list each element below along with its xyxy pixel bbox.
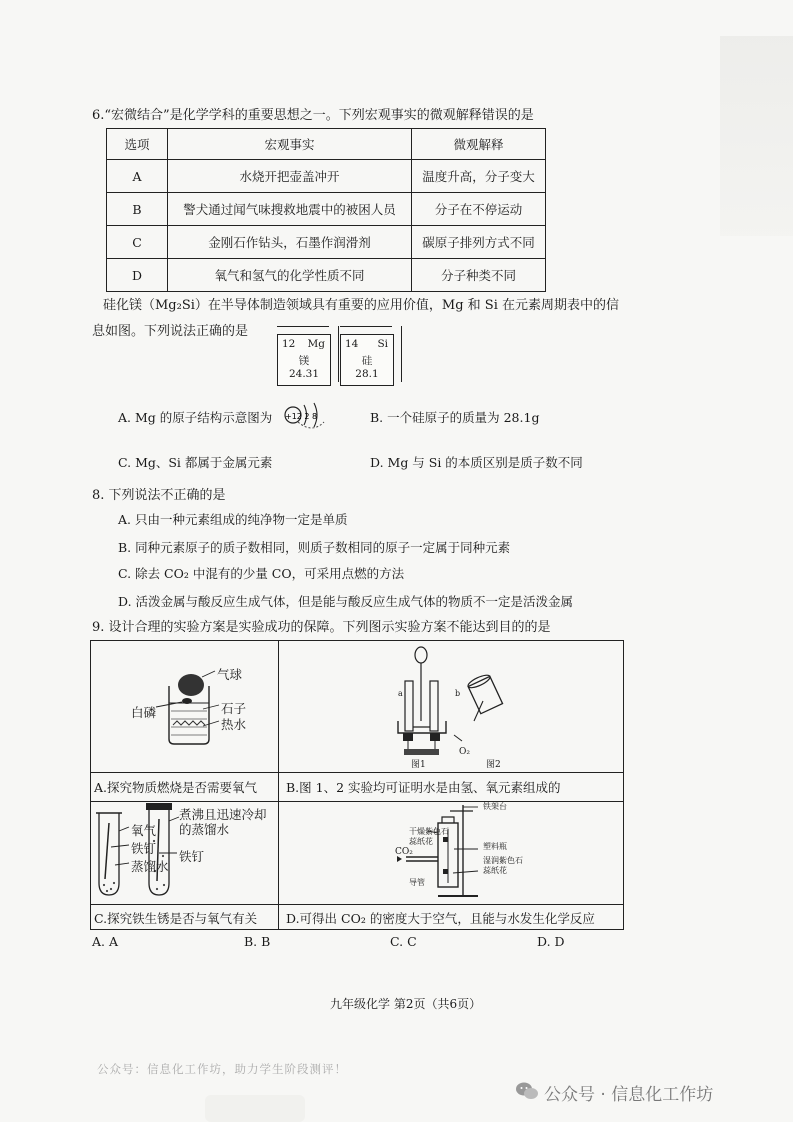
scan-smudge	[205, 1095, 305, 1122]
q8-option-a: A. 只由一种元素组成的纯净物一定是单质	[118, 512, 348, 527]
caption-d: D.可得出 CO₂ 的密度大于空气，且能与水发生化学反应	[286, 911, 595, 926]
panel-d-co2-diagram	[278, 801, 625, 904]
element-symbol: Si	[377, 338, 388, 350]
cell-macro: 氧气和氢气的化学性质不同	[168, 259, 412, 292]
watermark-text: 公众号：信息化工作坊，助力学生阶段测评！	[97, 1062, 347, 1076]
cube-side	[394, 326, 402, 382]
table-row	[107, 259, 546, 292]
cell-micro: 分子种类不同	[412, 259, 546, 292]
grid-divider	[91, 772, 623, 773]
cube-face	[340, 334, 394, 386]
q7-option-a: A. Mg 的原子结构示意图为	[118, 410, 273, 425]
label-iron-nail: 铁钉	[131, 841, 157, 856]
panel-a-beaker-diagram	[91, 641, 278, 771]
label-fig1: 图1	[411, 760, 426, 770]
cell-micro: 分子在不停运动	[412, 193, 546, 226]
q8-title: 8. 下列说法不正确的是	[92, 488, 226, 503]
label-stone: 石子	[221, 701, 247, 716]
cell-option: B	[107, 193, 168, 226]
label-pipe: 导管	[409, 878, 425, 887]
header-macro: 宏观事实	[168, 129, 412, 160]
label-wet-paper-flower: 湿润紫色石蕊纸花	[483, 856, 523, 875]
label-white-phosphorus: 白磷	[131, 705, 157, 720]
cell-macro: 警犬通过闻气味搜救地震中的被困人员	[168, 193, 412, 226]
atomic-number: 12	[282, 338, 296, 350]
table-header-row	[107, 129, 546, 160]
q7-option-b: B. 一个硅原子的质量为 28.1g	[370, 410, 540, 425]
q9-choice-d: D. D	[537, 934, 565, 949]
cell-option: D	[107, 259, 168, 292]
caption-a: A.探究物质燃烧是否需要氧气	[94, 780, 258, 795]
atomic-mass: 24.31	[288, 368, 320, 380]
label-fig2: 图2	[486, 760, 501, 770]
q7-option-d: D. Mg 与 Si 的本质区别是质子数不同	[370, 455, 583, 470]
table-row	[107, 226, 546, 259]
q9-choice-b: B. B	[244, 934, 271, 949]
label-co2: CO₂	[395, 847, 413, 857]
label-a: a	[398, 689, 403, 698]
label-distilled-water: 蒸馏水	[131, 859, 169, 874]
atom-diagram-label: +12 2 8	[285, 412, 318, 421]
page-footer: 九年级化学 第2页（共6页）	[330, 997, 482, 1011]
q7-stem-line1: 硅化镁（Mg₂Si）在半导体制造领域具有重要的应用价值，Mg 和 Si 在元素周期表中的信	[103, 298, 620, 313]
q8-option-b: B. 同种元素原子的质子数相同，则质子数相同的原子一定属于同种元素	[118, 540, 511, 555]
cell-micro: 碳原子排列方式不同	[412, 226, 546, 259]
cell-micro: 温度升高，分子变大	[412, 160, 546, 193]
cube-side	[331, 326, 339, 382]
header-option: 选项	[107, 129, 168, 160]
cube-face	[277, 334, 331, 386]
table-row	[107, 160, 546, 193]
label-dry-paper-flower: 干燥紫色石蕊纸花	[409, 827, 449, 846]
q7-option-c: C. Mg、Si 都属于金属元素	[118, 455, 273, 470]
element-symbol: Mg	[307, 338, 325, 350]
q8-option-c: C. 除去 CO₂ 中混有的少量 CO，可采用点燃的方法	[118, 566, 405, 581]
element-name: 镁	[298, 355, 310, 367]
q8-option-d: D. 活泼金属与酸反应生成气体，但是能与酸反应生成气体的物质不一定是活泼金属	[118, 594, 574, 609]
q7-stem-line2: 息如图。下列说法正确的是	[92, 324, 249, 339]
label-plastic-bottle: 塑料瓶	[483, 842, 507, 851]
atomic-mass: 28.1	[355, 368, 379, 380]
label-iron-nail-2: 铁钉	[179, 849, 205, 864]
q9-title: 9. 设计合理的实验方案是实验成功的保障。下列图示实验方案不能达到目的的是	[92, 620, 551, 635]
header-micro: 微观解释	[412, 129, 546, 160]
label-balloon: 气球	[217, 667, 243, 682]
q9-choice-a: A. A	[92, 934, 119, 949]
label-iron-stand: 铁架台	[483, 802, 507, 811]
cell-macro: 水烧开把壶盖冲开	[168, 160, 412, 193]
label-boiled-water: 煮沸且迅速冷却的蒸馏水	[179, 807, 267, 837]
caption-b: B.图 1、2 实验均可证明水是由氢、氧元素组成的	[286, 780, 561, 795]
grid-divider	[91, 904, 623, 905]
label-hot-water: 热水	[221, 717, 247, 732]
q9-experiment-grid	[90, 640, 624, 930]
cell-option: A	[107, 160, 168, 193]
scan-shadow	[720, 36, 793, 236]
caption-c: C.探究铁生锈是否与氧气有关	[94, 911, 258, 926]
q6-table	[106, 128, 546, 292]
watermark-brand: 公众号 · 信息化工作坊	[544, 1085, 714, 1105]
element-name: 硅	[361, 355, 373, 367]
wechat-icon	[515, 1081, 539, 1101]
panel-b-electrolysis-diagram	[278, 641, 625, 771]
cell-option: C	[107, 226, 168, 259]
q6-title: 6.“宏微结合”是化学学科的重要思想之一。下列宏观事实的微观解释错误的是	[92, 108, 534, 123]
atomic-number: 14	[345, 338, 359, 350]
label-b: b	[455, 689, 461, 698]
cell-macro: 金刚石作钻头，石墨作润滑剂	[168, 226, 412, 259]
label-o2: O₂	[459, 747, 470, 757]
q9-choice-c: C. C	[390, 934, 417, 949]
table-row	[107, 193, 546, 226]
atom-structure-diagram	[282, 400, 342, 430]
label-oxygen: 氧气	[131, 823, 157, 838]
